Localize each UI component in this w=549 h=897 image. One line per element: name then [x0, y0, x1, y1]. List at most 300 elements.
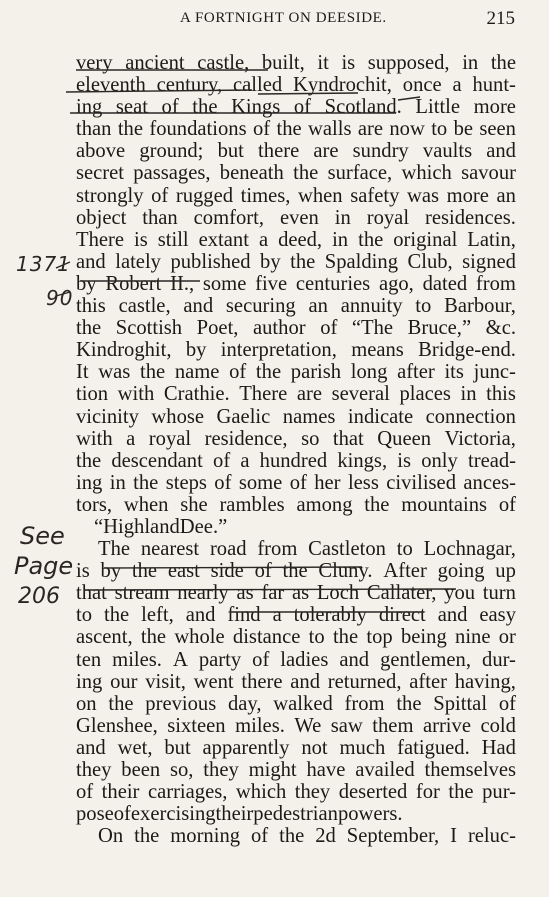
word: of [498, 493, 516, 516]
word: are [357, 118, 383, 141]
word: are [313, 140, 339, 163]
word: for [415, 781, 440, 804]
word: she [180, 493, 208, 516]
word: name [174, 361, 220, 384]
word: steps [165, 471, 207, 494]
word: the [276, 118, 302, 141]
word: east [167, 560, 200, 583]
word: some [202, 272, 247, 295]
word: gentlemen, [380, 648, 472, 671]
word: in [332, 228, 349, 251]
word: previous [145, 692, 217, 715]
word: which [401, 162, 452, 185]
word: built, [261, 52, 305, 74]
word: some [238, 471, 283, 494]
word: deserted [338, 781, 408, 804]
word: but [217, 140, 244, 163]
word: find [227, 604, 261, 627]
word: ing [76, 471, 103, 494]
word: author [253, 317, 306, 340]
word: the [139, 361, 166, 384]
word: is [76, 560, 90, 583]
word: descendant [111, 449, 203, 472]
word: junc- [473, 361, 516, 384]
word: their [101, 781, 140, 804]
word: nearly [177, 582, 229, 605]
word: the [76, 449, 102, 472]
word: &c. [485, 317, 516, 340]
word: reluc- [467, 825, 516, 848]
word: rambles [219, 493, 285, 516]
word: There [76, 228, 125, 251]
word: saw [330, 714, 363, 737]
word: party [198, 648, 242, 671]
word: by [260, 250, 281, 273]
word: “ [94, 515, 104, 538]
word: and [185, 604, 216, 627]
word: surface, [327, 162, 393, 185]
word: the [140, 626, 167, 649]
word: sundry [352, 140, 409, 163]
word: stream [114, 582, 170, 605]
word: ten [76, 648, 102, 671]
word: with [117, 383, 155, 406]
word: in [109, 471, 126, 494]
word: Glenshee, [76, 714, 158, 737]
word: five [255, 272, 288, 295]
word: and [339, 648, 370, 671]
word: the [290, 250, 316, 273]
word: ing [76, 96, 103, 119]
word: safety [350, 184, 400, 207]
word: the [332, 626, 359, 649]
word: of [113, 803, 131, 826]
underline-kyndrochit [258, 93, 358, 94]
word: savour [461, 162, 516, 185]
word: walls [308, 118, 352, 141]
word: and [76, 250, 106, 273]
word: you [444, 582, 476, 605]
word: A [172, 648, 188, 671]
word: visit, [145, 670, 186, 693]
word: the [358, 228, 384, 251]
word: so, [170, 759, 194, 781]
word: returned, [327, 670, 402, 693]
word: and [183, 295, 214, 318]
word: Loch [316, 582, 360, 605]
word: Kings [231, 96, 281, 119]
word: the [117, 118, 143, 141]
word: tors, [76, 493, 113, 516]
word: walked [273, 692, 333, 715]
margin-note-year: 1371 [16, 252, 71, 276]
word: nine [455, 626, 491, 649]
word: once [402, 74, 442, 97]
word: dated [422, 272, 468, 295]
word: Crathie. [163, 383, 230, 406]
word: parish [290, 361, 342, 384]
word: called [232, 74, 283, 97]
word: side [210, 560, 244, 583]
word: exercising [130, 803, 216, 826]
word: of [214, 471, 232, 494]
word: I [450, 825, 457, 848]
word: the [364, 493, 390, 516]
word: an [496, 184, 516, 207]
word: Highland [103, 515, 180, 538]
word: of [254, 560, 272, 583]
underline-eleventh-century [66, 90, 252, 92]
word: supposed, [367, 52, 450, 74]
word: its [444, 361, 464, 384]
word: Cluny. [318, 560, 373, 583]
word: a [272, 604, 282, 627]
word: Scottish [115, 317, 183, 340]
word: are [296, 383, 322, 406]
word: this [76, 295, 106, 318]
word: a [126, 427, 136, 450]
word: than [142, 206, 178, 229]
word: whose [151, 405, 205, 428]
word: more [473, 96, 516, 119]
margin-note-page-ref: 206 [18, 584, 60, 609]
word: among [296, 493, 353, 516]
word: whole [174, 626, 225, 649]
word: September, [346, 825, 440, 848]
word: 2d [315, 825, 336, 848]
word: signed [462, 250, 516, 273]
word: so [301, 427, 320, 450]
word: which [235, 781, 287, 804]
word: powers. [337, 803, 403, 826]
word: extant [198, 228, 249, 251]
word: been [121, 759, 161, 781]
underline-loch-callater [84, 589, 456, 590]
word: deed, [278, 228, 323, 251]
word: direct [378, 604, 426, 627]
word: is [341, 52, 356, 74]
word: not [301, 736, 328, 759]
word: still [157, 228, 189, 251]
word: sixteen [167, 714, 226, 737]
word: interpretation, [220, 339, 337, 362]
word: miles. [235, 714, 285, 737]
word: turn [482, 582, 516, 605]
word: Barbour, [444, 295, 516, 318]
word: they [294, 781, 331, 804]
word: the [490, 52, 516, 74]
word: the [131, 560, 158, 583]
word: ancient [125, 52, 185, 74]
word: means [351, 339, 404, 362]
word: going [437, 560, 485, 583]
word: as [236, 582, 254, 605]
bracket-1371 [56, 262, 70, 296]
word: annuity [340, 295, 403, 318]
word: having, [454, 670, 516, 693]
word: castle, [197, 52, 250, 74]
word: pedestrian [253, 803, 338, 826]
word: is [134, 228, 148, 251]
word: strongly [76, 184, 144, 207]
word: in [462, 52, 479, 74]
word: original [393, 228, 458, 251]
word: ascent, [76, 626, 133, 649]
word: road [209, 538, 247, 561]
word: long [350, 361, 388, 384]
word: and [437, 604, 468, 627]
word: an [308, 295, 328, 318]
word: royal [366, 206, 410, 229]
word: her [314, 471, 341, 494]
word: wet, [117, 736, 153, 759]
word: dur- [482, 648, 516, 671]
word: royal [148, 427, 192, 450]
word: residence, [204, 427, 288, 450]
word: was [98, 361, 131, 384]
word: them [372, 714, 414, 737]
word: Scotland. [324, 96, 402, 119]
word: castle, [118, 295, 171, 318]
word: mountains [401, 493, 488, 516]
word: above [76, 140, 126, 163]
word: vicinity [76, 405, 139, 428]
word: their [215, 803, 254, 826]
word: of [161, 96, 179, 119]
word: to [76, 604, 93, 627]
word: Callater, [366, 582, 437, 605]
word: of [251, 825, 269, 848]
word: after [409, 670, 447, 693]
word: be [453, 118, 474, 141]
word: and [486, 140, 516, 163]
word: residences. [425, 206, 516, 229]
word: very [76, 52, 113, 74]
word: was [406, 184, 439, 207]
word: of [151, 184, 169, 207]
word: fatigued. [397, 736, 470, 759]
word: of [252, 648, 270, 671]
word: to [396, 538, 413, 561]
word: tolerably [293, 604, 367, 627]
word: left, [141, 604, 174, 627]
word: Gaelic [216, 405, 271, 428]
page-number: 215 [486, 8, 515, 29]
word: to [415, 295, 432, 318]
word: Latin, [467, 228, 516, 251]
word: It [76, 361, 89, 384]
word: Kyndrochit, [292, 74, 392, 97]
word: by [76, 272, 97, 295]
word: connection [425, 405, 516, 428]
word: of [229, 361, 247, 384]
word: securing [225, 295, 296, 318]
word: have [306, 759, 346, 781]
word: the [255, 361, 282, 384]
word: the [192, 96, 218, 119]
word: is [397, 449, 412, 472]
word: published [170, 250, 251, 273]
word: miles. [112, 648, 162, 671]
word: availed [355, 759, 415, 781]
word: when [298, 184, 343, 207]
word: of [320, 317, 338, 340]
word: II., [170, 272, 195, 295]
word: they [76, 759, 112, 781]
word: civilised [386, 471, 456, 494]
word: a [258, 228, 269, 251]
word: from [257, 538, 298, 561]
word: pose [76, 803, 114, 826]
word: of [76, 781, 94, 804]
word: it [317, 52, 329, 74]
word: up [495, 560, 516, 583]
word: After [383, 560, 427, 583]
word: they [203, 759, 239, 781]
word: this [486, 383, 516, 406]
word: the [396, 692, 422, 715]
word: might [248, 759, 297, 781]
word: “The [351, 317, 394, 340]
word: Had [481, 736, 516, 759]
word: with [76, 427, 113, 450]
word: the [108, 692, 134, 715]
word: vaults [422, 140, 473, 163]
word: ing [76, 670, 103, 693]
word: arrive [422, 714, 471, 737]
word: Club, [407, 250, 453, 273]
word: places [399, 383, 451, 406]
word: secret [76, 162, 125, 185]
word: centuries [295, 272, 371, 295]
word: There [239, 383, 288, 406]
margin-note-year-suffix: 90 [46, 286, 74, 310]
word: only [421, 449, 458, 472]
word: Bruce,” [407, 317, 472, 340]
word: names [282, 405, 336, 428]
word: now [389, 118, 425, 141]
word: being [400, 626, 447, 649]
word: of [213, 449, 231, 472]
word: the [76, 317, 102, 340]
word: Lochnagar, [423, 538, 516, 561]
word: seat [115, 96, 148, 119]
word: and [76, 736, 106, 759]
word: of [289, 471, 307, 494]
word: hunt- [472, 74, 516, 97]
word: but [164, 736, 191, 759]
word: in [334, 206, 351, 229]
word: ago, [378, 272, 414, 295]
word: seen [479, 118, 516, 141]
word: from [475, 272, 516, 295]
word: rugged [175, 184, 234, 207]
word: The [98, 538, 131, 561]
word: Kindroghit, [76, 339, 172, 362]
word: even [279, 206, 319, 229]
word: to [431, 118, 448, 141]
word: of [252, 118, 271, 141]
word: century, [156, 74, 223, 97]
word: that [76, 582, 107, 605]
word: much [339, 736, 386, 759]
underline-hunting-seat [70, 97, 420, 113]
word: to [308, 626, 325, 649]
word: cold [480, 714, 516, 737]
running-title: A FORTNIGHT ON DEESIDE. [180, 10, 387, 26]
word: passages, [133, 162, 211, 185]
word: than [76, 118, 112, 141]
word: Robert [105, 272, 162, 295]
word: apparently [202, 736, 290, 759]
word: comfort, [193, 206, 265, 229]
word: lately [115, 250, 161, 273]
word: went [193, 670, 234, 693]
word: on [76, 692, 97, 715]
word: when [123, 493, 169, 516]
word: our [110, 670, 138, 693]
word: top [366, 626, 393, 649]
word: ladies [280, 648, 329, 671]
word: there [241, 670, 283, 693]
word: Spalding [324, 250, 398, 273]
word: the [448, 781, 474, 804]
word: and [290, 670, 321, 693]
word: Queen [377, 427, 432, 450]
word: from [344, 692, 385, 715]
word: or [498, 626, 516, 649]
word: several [331, 383, 390, 406]
word: ground; [139, 140, 204, 163]
word: object [76, 206, 127, 229]
word: less [347, 471, 379, 494]
word: by [100, 560, 122, 583]
word: Spittal [433, 692, 488, 715]
word: the [134, 825, 160, 848]
word: tread- [467, 449, 516, 472]
word: the [293, 162, 319, 185]
word: times, [240, 184, 291, 207]
word: as [291, 582, 310, 605]
word: eleventh [76, 74, 146, 97]
word: indicate [347, 405, 414, 428]
word: after [397, 361, 435, 384]
word: beneath [219, 162, 284, 185]
word: tion [76, 383, 109, 406]
word: that [332, 427, 364, 450]
word: the [104, 604, 130, 627]
word: Poet, [196, 317, 239, 340]
word: by [185, 339, 207, 362]
word: ances- [463, 471, 516, 494]
word: Dee.” [179, 515, 228, 538]
word: far [261, 582, 285, 605]
word: On [98, 825, 124, 848]
word: of [498, 692, 516, 715]
word: kings, [337, 449, 388, 472]
word: of [293, 96, 312, 119]
word: Victoria, [444, 427, 516, 450]
underline-east-side-cluny [104, 567, 362, 568]
word: We [294, 714, 322, 737]
word: foundations [149, 118, 247, 141]
word: the [282, 560, 308, 583]
word: nearest [140, 538, 200, 561]
word: the [279, 825, 305, 848]
word: a [240, 449, 250, 472]
word: hundred [259, 449, 328, 472]
word: day, [227, 692, 262, 715]
